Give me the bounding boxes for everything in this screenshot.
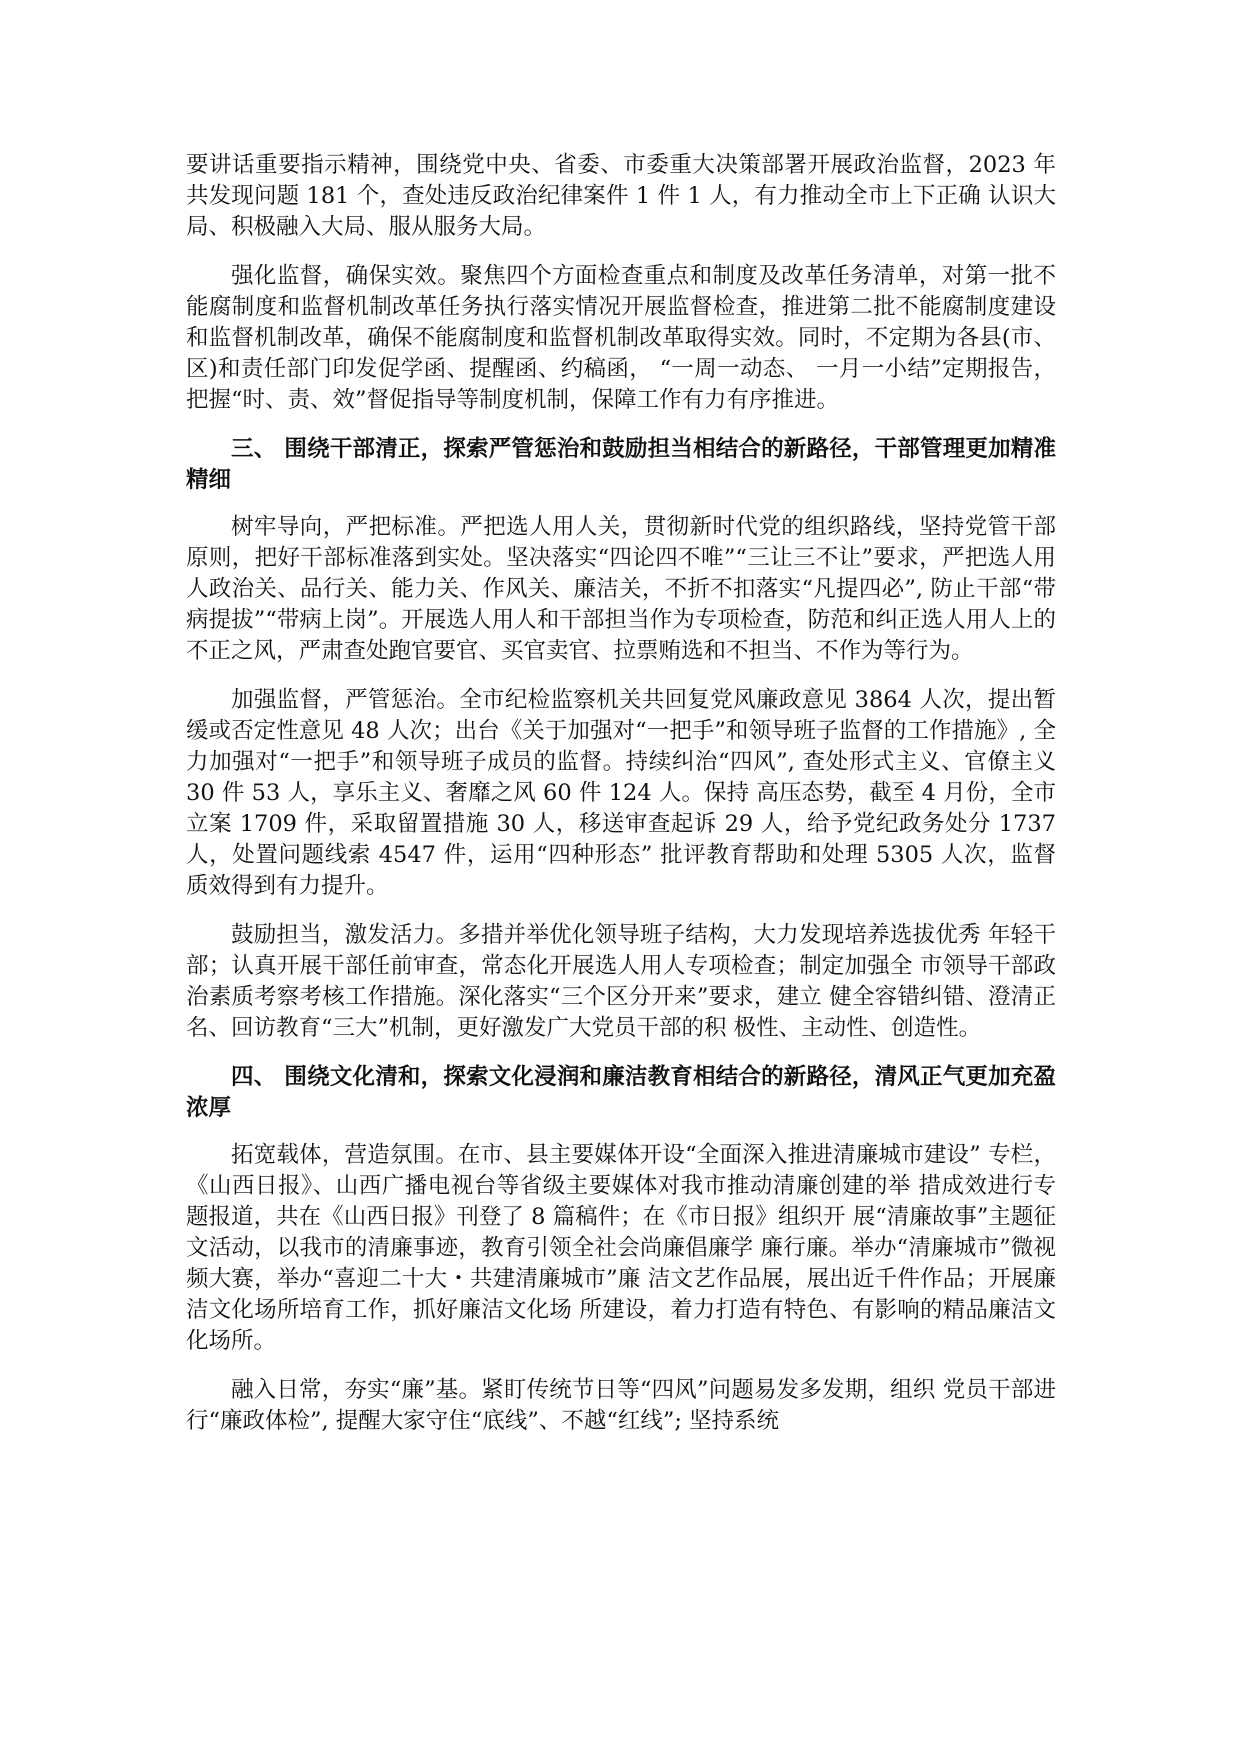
paragraph-8: 拓宽载体，营造氛围。在市、县主要媒体开设“全面深入推进清廉城市建设” 专栏， 《山西日报》、山西广播电视台等省级主要媒体对我市推动清廉创建的举 措成效进行专题报道，共在《山西日报》刊登了 8 篇稿件；在《市日报》组织开 展“清廉故事”主题征文活动，以我市的清廉事迹，教育引领全社会尚廉倡廉学 廉行廉。举办“清廉城市”微视频大赛，举办“喜迎二十大・共建清廉城市”廉 洁文艺作品展，展出近千件作品；开展廉洁文化场所培育工作，抓好廉洁文化场 所建设，着力打造有特色、有影响的精品廉洁文化场所。 <box>186 1142 1056 1354</box>
section-heading-4: 四、 围绕文化清和，探索文化浸润和廉洁教育相结合的新路径，清风正气更加充盈浓厚 <box>186 1064 1056 1121</box>
paragraph-9: 融入日常，夯实“廉”基。紧盯传统节日等“四风”问题易发多发期，组织 党员干部进行“廉政体检”, 提醒大家守住“底线”、不越“红线”; 坚持系统 <box>186 1377 1056 1434</box>
paragraph-1: 要讲话重要指示精神，围绕党中央、省委、市委重大决策部署开展政治监督，2023 年共发现问题 181 个，查处违反政治纪律案件 1 件 1 人，有力推动全市上下正确 认识大局、积极融入大局、服从服务大局。 <box>186 152 1056 240</box>
document-body <box>186 150 1056 1455</box>
section-heading-3: 三、 围绕干部清正，探索严管惩治和鼓励担当相结合的新路径，干部管理更加精准精细 <box>186 436 1056 493</box>
paragraph-2: 强化监督，确保实效。聚焦四个方面检查重点和制度及改革任务清单，对第一批不能腐制度和监督机制改革任务执行落实情况开展监督检查，推进第二批不能腐制度建设和监督机制改革，确保不能腐制度和监督机制改革取得实效。同时，不定期为各县(市、区)和责任部门印发促学函、提醒函、约稿函， “一周一动态、 一月一小结”定期报告，把握“时、责、效”督促指导等制度机制，保障工作有力有序推进。 <box>186 263 1056 413</box>
paragraph-5: 加强监督，严管惩治。全市纪检监察机关共回复党风廉政意见 3864 人次，提出暂缓或否定性意见 48 人次；出台《关于加强对“一把手”和领导班子监督的工作措施》, 全力加强对“一把手”和领导班子成员的监督。持续纠治“四风”, 查处形式主义、官僚主义 30 件 53 人，享乐主义、奢靡之风 60 件 124 人。保持 高压态势，截至 4 月份，全市立案 1709 件，采取留置措施 30 人，移送审查起诉 29 人，给予党纪政务处分 1737 人，处置问题线索 4547 件，运用“四种形态” 批评教育帮助和处理 5305 人次，监督质效得到有力提升。 <box>186 687 1056 899</box>
paragraph-4: 树牢导向，严把标准。严把选人用人关，贯彻新时代党的组织路线，坚持党管干部原则，把好干部标准落到实处。坚决落实“四论四不唯”“三让三不让”要求，严把选人用人政治关、品行关、能力关、作风关、廉洁关，不折不扣落实“凡提四必”, 防止干部“带病提拔”“带病上岗”。开展选人用人和干部担当作为专项检查，防范和纠正选人用人上的不正之风，严肃查处跑官要官、买官卖官、拉票贿选和不担当、不作为等行为。 <box>186 514 1056 664</box>
paragraph-6: 鼓励担当，激发活力。多措并举优化领导班子结构，大力发现培养选拔优秀 年轻干部；认真开展干部任前审查，常态化开展选人用人专项检查；制定加强全 市领导干部政治素质考察考核工作措施。深化落实“三个区分开来”要求，建立 健全容错纠错、澄清正名、回访教育“三大”机制，更好激发广大党员干部的积 极性、主动性、创造性。 <box>186 922 1056 1041</box>
